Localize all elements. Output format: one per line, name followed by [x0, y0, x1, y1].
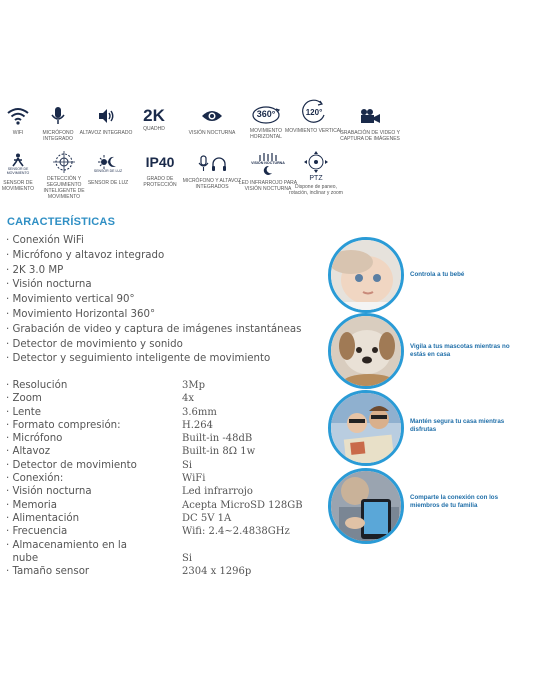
rotate-360-text: 360° — [256, 109, 276, 119]
feature-label: QUADHD — [143, 126, 165, 132]
table-row — [6, 485, 326, 498]
feature-2k — [124, 104, 184, 132]
spec-value: WiFi — [182, 473, 206, 485]
feature-light-sensor — [78, 150, 138, 186]
ip40-glyph-text: IP40 — [145, 154, 175, 170]
side-caption: Mantén segura tu casa mientras disfrutas — [410, 418, 505, 433]
spec-value: 2304 x 1296p — [182, 566, 252, 578]
phone-sharing-photo — [328, 468, 404, 544]
list-item: · Conexión WiFi — [6, 235, 84, 246]
table-row — [6, 419, 326, 432]
night-led-glyph-text: VISIÓN NOCTURNA — [251, 161, 285, 165]
rotate-120-text: 120° — [305, 107, 323, 117]
2k-glyph-text: 2K — [143, 106, 165, 125]
ptz-icon — [286, 150, 346, 174]
baby-photo — [328, 237, 404, 313]
list-item: · Detector y seguimiento inteligente de movimiento — [6, 353, 271, 365]
spec-value: Acepta MicroSD 128GB — [182, 499, 303, 511]
side-caption: Comparte la conexión con los miembros de tu familia — [410, 494, 499, 509]
table-row — [6, 392, 326, 405]
feature-label: VISIÓN NOCTURNA — [188, 130, 236, 136]
rotate-120-icon — [284, 98, 344, 126]
table-row — [6, 459, 326, 472]
video-camera-icon — [340, 104, 400, 128]
spec-value: Led infrarrojo — [182, 486, 253, 498]
list-item: · 2K 3.0 MP — [6, 264, 64, 276]
dog-photo — [328, 313, 404, 389]
section-title: CARACTERÍSTICAS — [7, 216, 116, 228]
feature-label: ALTAVOZ INTEGRADO — [79, 130, 133, 136]
feature-label: WIFI — [12, 130, 24, 136]
table-row — [6, 432, 326, 445]
feature-label: MICRÓFONO INTEGRADO — [42, 130, 74, 142]
spec-value: Wifi: 2.4~2.4838GHz — [182, 526, 290, 538]
spec-key: · Visión nocturna — [6, 486, 92, 498]
list-item: · Movimiento Horizontal 360° — [6, 308, 156, 320]
mic-speaker-icon — [182, 152, 242, 176]
ip40-icon — [130, 150, 190, 174]
feature-label: MOVIMIENTO VERTICAL — [285, 128, 343, 134]
light-sensor-glyph-text: SENSOR DE LUZ — [93, 169, 123, 173]
specs-table — [6, 379, 326, 578]
spec-value: DC 5V 1A — [182, 512, 232, 524]
spec-key: nube — [6, 552, 39, 564]
feature-label: GRABACIÓN DE VIDEO Y CAPTURA DE IMÁGENES — [340, 130, 400, 142]
feature-night-vision — [182, 104, 242, 136]
table-row — [6, 472, 326, 485]
spec-value: 4x — [182, 393, 195, 405]
spec-value: Si — [182, 552, 193, 564]
list-item: · Micrófono y altavoz integrado — [6, 249, 165, 261]
spec-value: Built-in -48dB — [182, 433, 253, 445]
side-caption: Vigila a tus mascotas mientras no estás en casa — [410, 343, 510, 358]
spec-key: · Tamaño sensor — [6, 566, 90, 578]
spec-key: · Alimentación — [6, 512, 80, 524]
table-row — [6, 512, 326, 525]
table-row — [6, 445, 326, 458]
features-list — [6, 234, 326, 367]
spec-key: · Altavoz — [6, 446, 51, 458]
list-item: · Movimiento vertical 90° — [6, 294, 135, 306]
list-item: · Visión nocturna — [6, 279, 92, 291]
ptz-glyph-text: PTZ — [309, 175, 323, 182]
spec-value: H.264 — [182, 419, 213, 431]
spec-key: · Zoom — [6, 393, 42, 405]
feature-ip40 — [130, 150, 190, 188]
table-row — [6, 525, 326, 538]
feature-label: Dispone de paneo, rotación, inclinar y zoom — [289, 184, 343, 196]
2k-icon — [124, 104, 184, 128]
spec-key: · Conexión: — [6, 473, 64, 485]
spec-key: · Detector de movimiento — [6, 459, 137, 471]
spec-value: 3Mp — [182, 380, 206, 391]
table-row — [6, 552, 326, 565]
feature-ptz — [286, 150, 346, 196]
spec-key: · Resolución — [6, 380, 68, 391]
spec-value: 3.6mm — [182, 406, 217, 418]
spec-value: Si — [182, 459, 193, 471]
feature-label: DETECCIÓN Y SEGUIMIENTO INTELIGENTE DE MOVIMIENTO — [43, 176, 85, 200]
spec-value: Built-in 8Ω 1w — [182, 446, 256, 458]
table-row — [6, 379, 326, 392]
feature-label: SENSOR DE LUZ — [87, 180, 129, 186]
table-row — [6, 565, 326, 578]
spec-key: · Memoria — [6, 499, 57, 511]
eye-icon — [182, 104, 242, 128]
spec-key: · Frecuencia — [6, 526, 68, 538]
feature-label: MICRÓFONO Y ALTAVOZ INTEGRADOS — [182, 178, 242, 190]
feature-mic-speaker — [182, 152, 242, 190]
feature-vertical-rotation — [284, 98, 344, 134]
feature-label: LED INFRARROJO PARA VISIÓN NOCTURNA — [238, 180, 298, 192]
light-sensor-icon — [78, 150, 138, 178]
list-item: · Grabación de video y captura de imágenes instantáneas — [6, 323, 302, 335]
couple-travel-photo — [328, 390, 404, 466]
feature-label: SENSOR DE MOVIMIENTO — [1, 180, 35, 192]
motion-sensor-glyph-text: SENSOR DE MOVIMIENTO — [6, 167, 30, 175]
table-row — [6, 499, 326, 512]
feature-label: MOVIMIENTO HORIZONTAL — [249, 128, 283, 140]
table-row — [6, 539, 326, 552]
feature-video-recording — [340, 104, 400, 142]
feature-label: GRADO DE PROTECCIÓN — [143, 176, 177, 188]
list-item: · Detector de movimiento y sonido — [6, 338, 183, 350]
spec-key: · Almacenamiento en la — [6, 539, 127, 551]
spec-key: · Formato compresión: — [6, 419, 121, 431]
spec-key: · Lente — [6, 406, 41, 418]
side-caption: Controla a tu bebé — [410, 271, 465, 278]
table-row — [6, 406, 326, 419]
spec-key: · Micrófono — [6, 433, 63, 445]
